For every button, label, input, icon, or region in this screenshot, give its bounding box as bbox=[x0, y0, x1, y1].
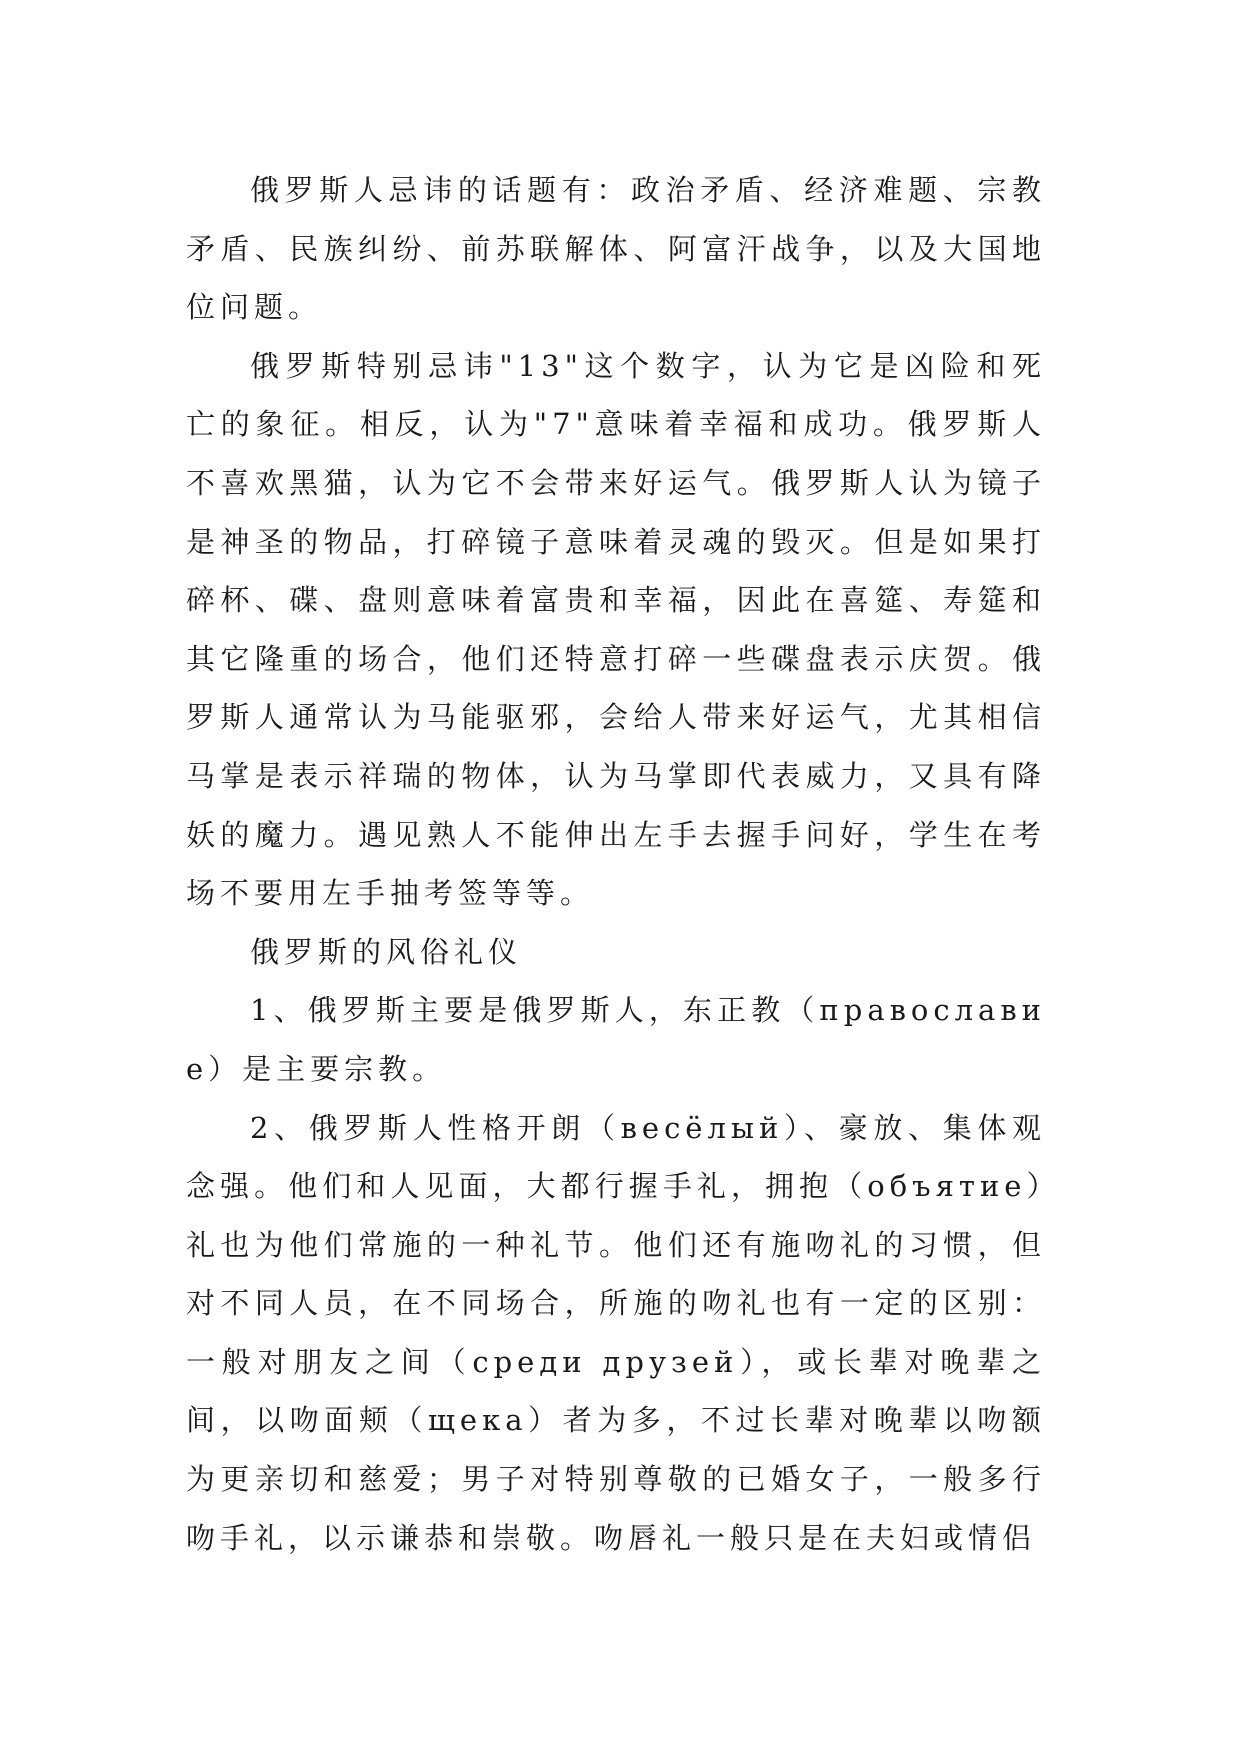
paragraph-etiquette: 2、俄罗斯人性格开朗（весёлый）、豪放、集体观念强。他们和人见面，大都行握手礼，拥抱（объятие）礼也为他们常施的一种礼节。他们还有施吻礼的习惯，但对不同人员，在不同场合，所施的吻礼也有一定的区别：一般对朋友之间（среди друзей），或长辈对晚辈之间，以吻面颊（щека）者为多，不过长辈对晚辈以吻额为更亲切和慈爱；男子对特别尊敬的已婚女子，一般多行吻手礼，以示谦恭和崇敬。吻唇礼一般只是在夫妇或情侣 bbox=[186, 1110, 1046, 1555]
paragraph-superstitions: 俄罗斯特别忌讳"13"这个数字，认为它是凶险和死亡的象征。相反，认为"7"意味着幸福和成功。俄罗斯人不喜欢黑猫，认为它不会带来好运气。俄罗斯人认为镜子是神圣的物品，打碎镜子意味着灵魂的毁灭。但是如果打碎杯、碟、盘则意味着富贵和幸福，因此在喜筵、寿筵和其它隆重的场合，他们还特意打碎一些碟盘表示庆贺。俄罗斯人通常认为马能驱邪，会给人带来好运气，尤其相信马掌是表示祥瑞的物体，认为马掌即代表威力，又具有降妖的魔力。遇见熟人不能伸出左手去握手问好，学生在考场不要用左手抽考签等等。 bbox=[186, 348, 1046, 911]
section-heading-customs: 俄罗斯的风俗礼仪 bbox=[250, 934, 523, 969]
paragraph-taboo-topics: 俄罗斯人忌讳的话题有：政治矛盾、经济难题、宗教矛盾、民族纠纷、前苏联解体、阿富汗战争，以及大国地位问题。 bbox=[186, 173, 1046, 325]
document-body bbox=[186, 161, 1046, 1685]
paragraph-religion: 1、俄罗斯主要是俄罗斯人，东正教（православие）是主要宗教。 bbox=[186, 993, 1046, 1086]
